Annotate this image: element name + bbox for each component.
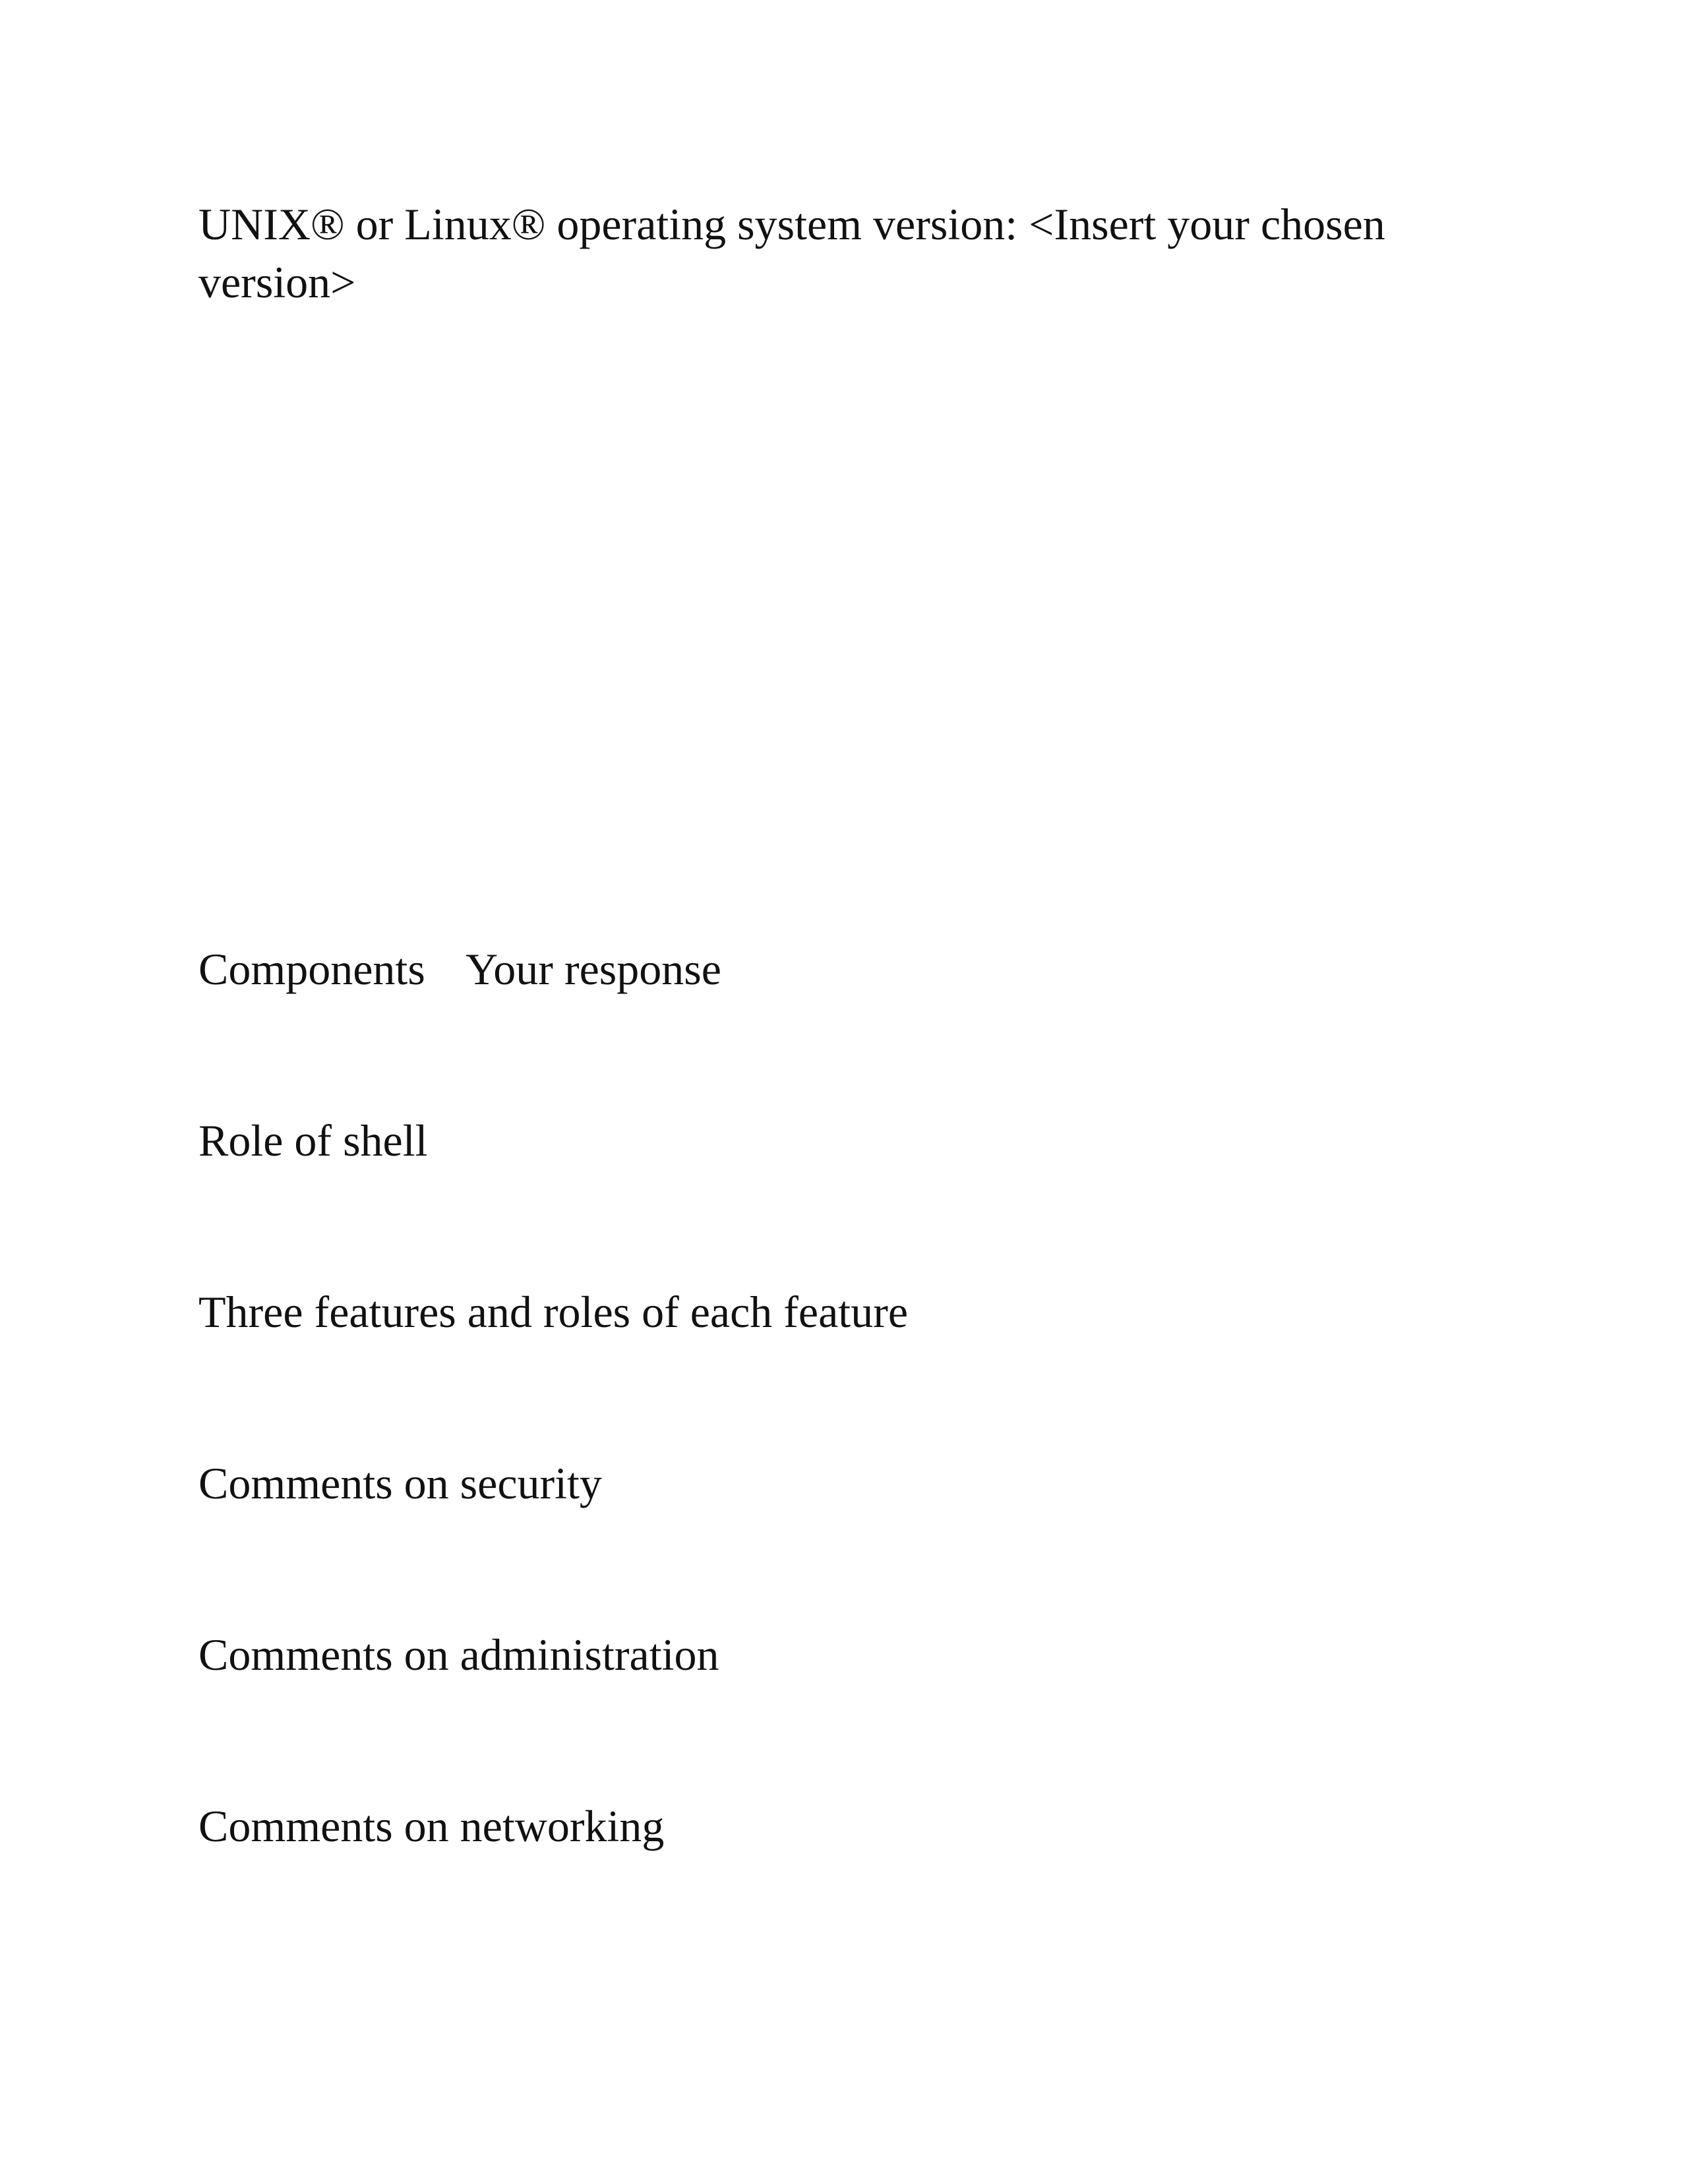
os-version-text-line-1: UNIX® or Linux® operating system version: <Insert your chosen (198, 199, 1385, 249)
row-comments-networking: Comments on networking (198, 1801, 665, 1851)
table-header-row (198, 940, 721, 998)
header-your-response: Your response (466, 944, 721, 994)
row-three-features: Three features and roles of each feature (198, 1287, 909, 1337)
row-comments-security: Comments on security (198, 1458, 602, 1508)
header-components: Components (198, 944, 425, 994)
row-comments-administration: Comments on administration (198, 1630, 719, 1680)
row-role-of-shell: Role of shell (198, 1115, 428, 1166)
os-version-text-line-2: version> (198, 257, 356, 307)
os-version-paragraph (198, 195, 1451, 311)
